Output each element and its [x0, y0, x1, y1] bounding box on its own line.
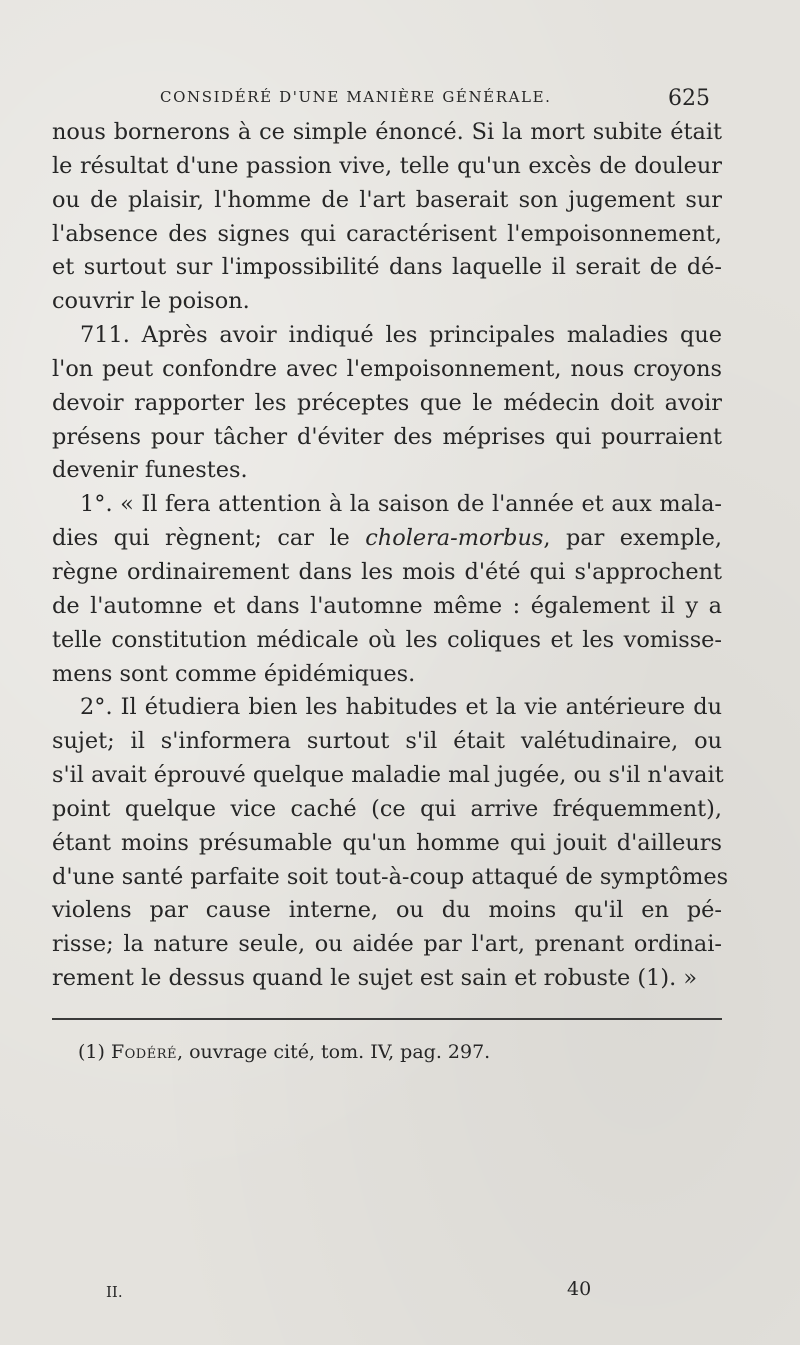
text-line: point quelque vice caché (ce qui arrive fréquemment), [52, 795, 722, 822]
text-line: 1°. « Il fera attention à la saison de l'année et aux mala- [80, 491, 722, 518]
text-line: de l'automne et dans l'automne même : également il y a [52, 592, 722, 619]
text-line: ou de plaisir, l'homme de l'art baserait son jugement sur [52, 186, 722, 213]
text-line: l'absence des signes qui caractérisent l'empoisonnement, [52, 220, 722, 247]
text-segment: , par exemple, [543, 525, 722, 552]
text-line: le résultat d'une passion vive, telle qu'un excès de douleur [52, 152, 722, 179]
footnote [78, 1037, 490, 1067]
text-line: 711. Après avoir indiqué les principales maladies que [80, 322, 722, 349]
text-line: risse; la nature seule, ou aidée par l'art, prenant ordinai- [52, 931, 722, 958]
text-line: 2°. Il étudiera bien les habitudes et la vie antérieure du [80, 694, 722, 721]
running-title: CONSIDÉRÉ D'UNE MANIÈRE GÉNÉRALE. [160, 88, 552, 106]
signature-number: 40 [567, 1278, 592, 1300]
text-line: l'on peut confondre avec l'empoisonnement, nous croyons [52, 355, 722, 382]
text-line: présens pour tâcher d'éviter des méprises qui pourraient [52, 423, 722, 450]
footnote-rule [52, 1018, 722, 1020]
text-line: violens par cause interne, ou du moins qu'il en pé- [52, 897, 722, 924]
signature-mark: II. [106, 1283, 123, 1301]
text-line: règne ordinairement dans les mois d'été qui s'approchent [52, 558, 722, 585]
text-line: sujet; il s'informera surtout s'il était valétudinaire, ou [52, 728, 722, 755]
text-line [52, 522, 722, 556]
italic-term: cholera-morbus [365, 525, 544, 552]
text-line: devoir rapporter les préceptes que le médecin doit avoir [52, 389, 722, 416]
footnote-text: , ouvrage cité, tom. IV, pag. 297. [177, 1041, 491, 1063]
text-line: s'il avait éprouvé quelque maladie mal jugée, ou s'il n'avait [52, 762, 724, 789]
text-line: rement le dessus quand le sujet est sain et robuste (1). » [52, 965, 698, 992]
text-line: couvrir le poison. [52, 288, 250, 315]
footnote-author: Fodéré [110, 1041, 177, 1063]
text-line: et surtout sur l'impossibilité dans laquelle il serait de dé- [52, 254, 722, 281]
text-line: d'une santé parfaite soit tout-à-coup attaqué de symptômes [52, 863, 729, 890]
text-line: devenir funestes. [52, 457, 248, 484]
text-line: telle constitution médicale où les coliques et les vomisse- [52, 626, 722, 653]
text-line: nous bornerons à ce simple énoncé. Si la mort subite était [52, 119, 722, 145]
body-text [52, 116, 729, 996]
text-line: mens sont comme épidémiques. [52, 660, 416, 687]
page-number: 625 [668, 86, 710, 111]
running-head [0, 86, 800, 116]
text-segment: dies qui règnent; car le [52, 525, 366, 552]
text-line: étant moins présumable qu'un homme qui jouit d'ailleurs [52, 829, 722, 856]
footnote-marker: (1) [78, 1041, 105, 1063]
